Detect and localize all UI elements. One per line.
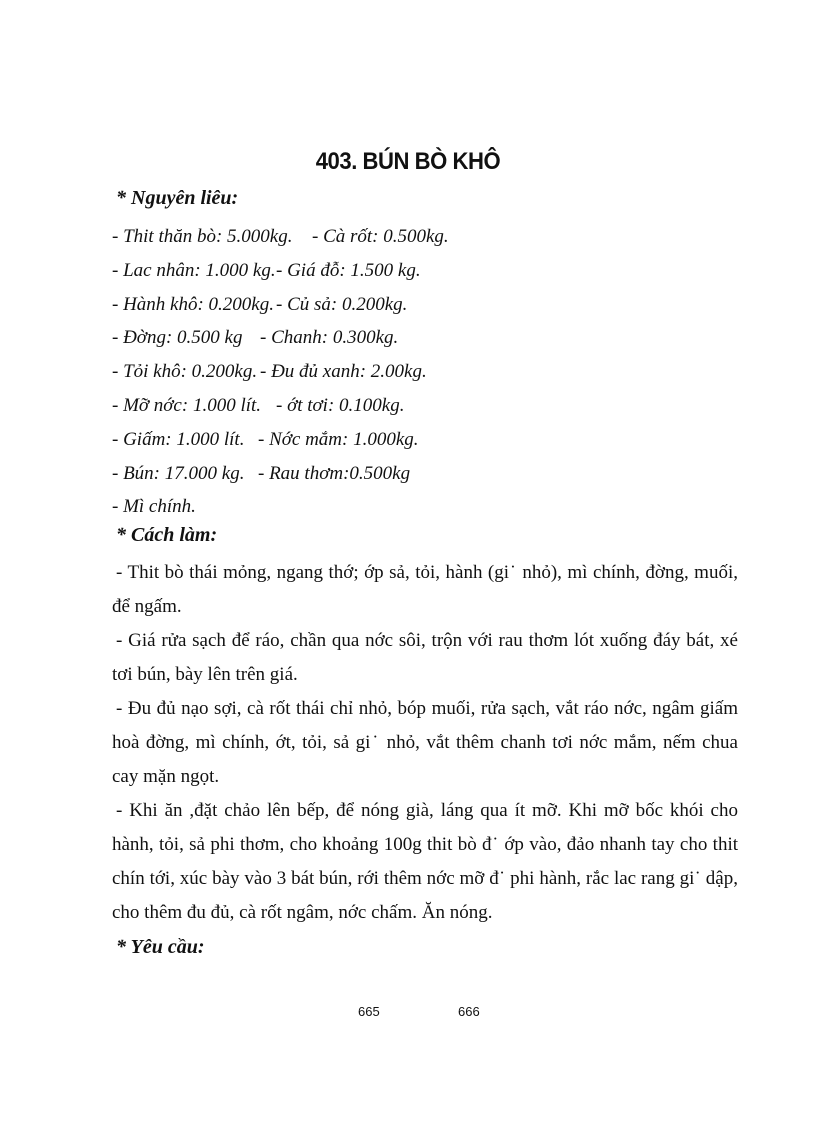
method-paragraph: - Đu đủ nạo sợi, cà rốt thái chỉ nhỏ, bóp muối, rửa sạch, vắt ráo nớc, ngâm giấm hoà đờng, mì chính, ớt, tỏi, sả gi˙ nhỏ, vắt thêm chanh tơi nớc mắm, nếm chua cay mặn ngọt.	[112, 698, 738, 787]
ingredient-item: - Mì chính.	[112, 496, 196, 518]
ingredient-row	[112, 321, 449, 355]
method-paragraph: - Thit bò thái mỏng, ngang thớ; ớp sả, tỏi, hành (gi˙ nhỏ), mì chính, đờng, muối, để ngấm.	[112, 562, 738, 617]
ingredient-row	[112, 389, 449, 423]
ingredients-heading: * Nguyên liêu:	[116, 187, 239, 209]
ingredient-item: - ớt tơi: 0.100kg.	[276, 394, 405, 416]
ingredient-item: - Hành khô: 0.200kg.	[112, 293, 274, 315]
ingredient-item: - Rau thơm:0.500kg	[258, 462, 411, 484]
ingredient-row	[112, 423, 449, 457]
page-number-right: 666	[458, 1004, 480, 1019]
ingredient-row	[112, 490, 449, 524]
ingredient-item: - Cà rốt: 0.500kg.	[312, 226, 449, 247]
recipe-title: 403. BÚN BÒ KHÔ	[315, 148, 501, 175]
ingredient-row	[112, 288, 449, 322]
method-paragraph: - Khi ăn ,đặt chảo lên bếp, để nóng già, láng qua ít mỡ. Khi mỡ bốc khói cho hành, tỏi, sả phi thơm, cho khoảng 100g thit bò đ˙ ớp vào, đảo nhanh tay cho thit chín tới, xúc bày vào 3 bát bún, rới thêm nớc mỡ đ˙ phi hành, rắc lac rang gi˙ dập, cho thêm đu đủ, cà rốt ngâm, nớc chấm. Ăn nóng.	[112, 800, 738, 923]
ingredient-item: - Giấm: 1.000 lít.	[112, 428, 245, 450]
method-heading: * Cách làm:	[116, 524, 218, 546]
ingredients-list	[112, 220, 449, 524]
ingredient-item: - Tỏi khô: 0.200kg.	[112, 361, 258, 383]
ingredient-item: - Bún: 17.000 kg.	[112, 462, 245, 484]
ingredient-row	[112, 457, 449, 491]
page-number-left: 665	[358, 1004, 380, 1019]
ingredient-row	[112, 254, 449, 288]
requirements-heading: * Yêu cầu:	[116, 936, 205, 958]
ingredient-item: - Đu đủ xanh: 2.00kg.	[260, 361, 427, 383]
method-section	[112, 556, 738, 930]
ingredient-item: - Củ sả: 0.200kg.	[276, 293, 408, 315]
method-paragraph: - Giá rửa sạch để ráo, chần qua nớc sôi, trộn với rau thơm lót xuống đáy bát, xé tơi bún, bày lên trên giá.	[112, 630, 738, 685]
ingredient-row	[112, 220, 449, 254]
ingredient-item: - Lac nhân: 1.000 kg.	[112, 259, 276, 281]
ingredient-item: - Đờng: 0.500 kg	[112, 327, 243, 349]
ingredient-item: - Chanh: 0.300kg.	[260, 327, 399, 349]
ingredient-item: - Mỡ nớc: 1.000 lít.	[112, 394, 262, 416]
ingredient-item: - Thit thăn bò: 5.000kg.	[112, 226, 293, 247]
ingredient-item: - Nớc mắm: 1.000kg.	[258, 428, 419, 450]
ingredient-row	[112, 355, 449, 389]
ingredient-item: - Giá đỗ: 1.500 kg.	[276, 259, 421, 281]
